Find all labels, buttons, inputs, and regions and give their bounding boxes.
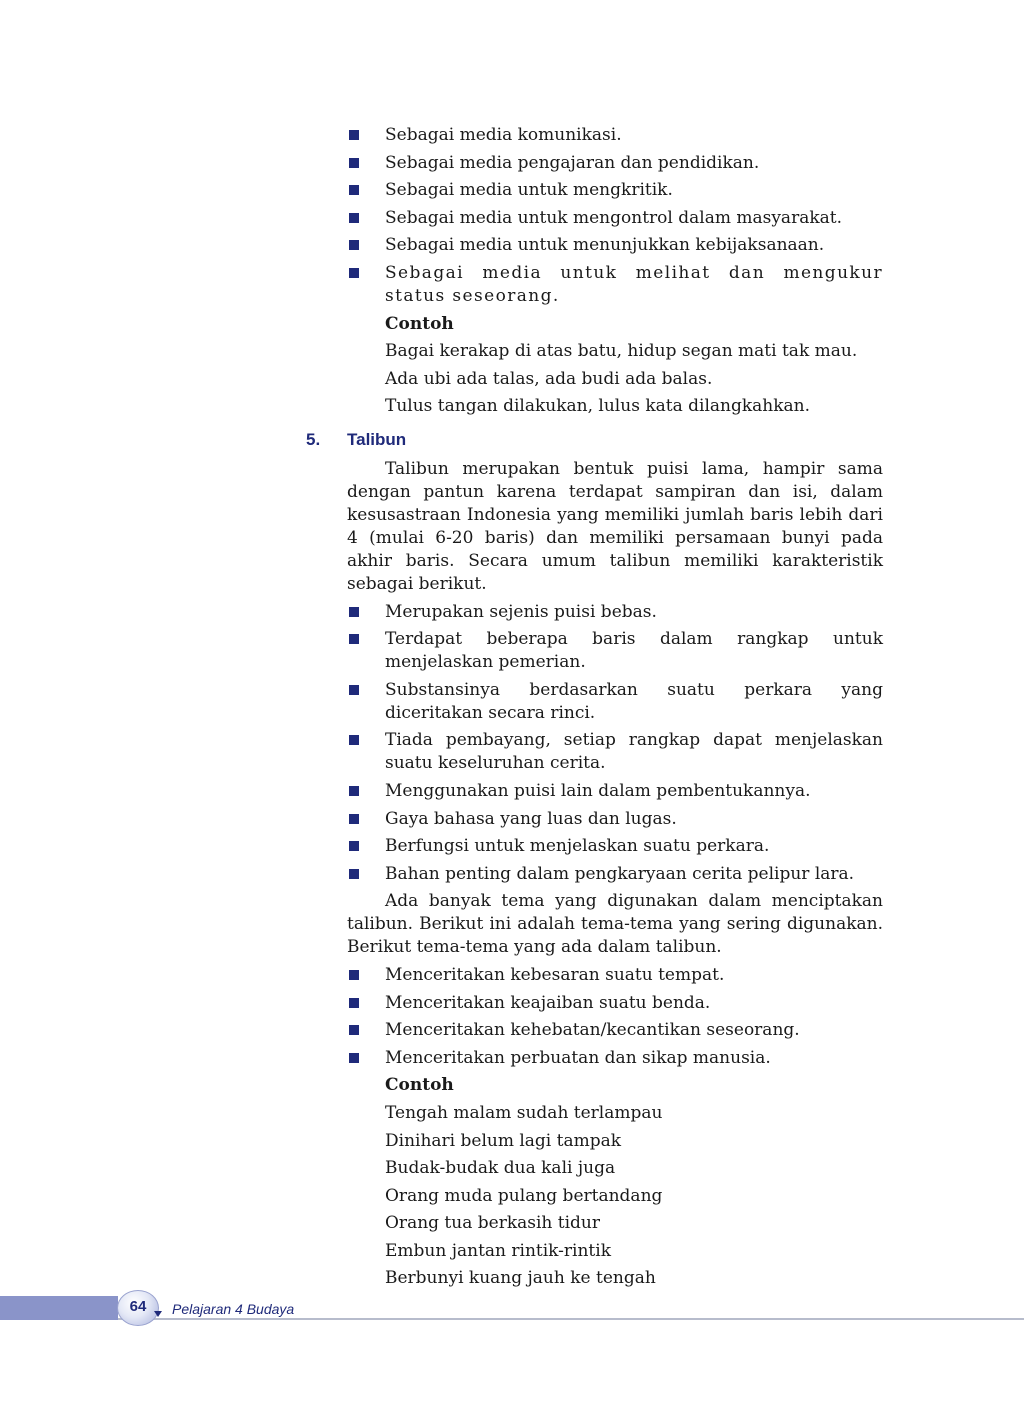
square-bullet-icon: [349, 814, 359, 824]
list-item: Berfungsi untuk menjelaskan suatu perkara.: [347, 835, 883, 858]
square-bullet-icon: [349, 158, 359, 168]
example-label: Contoh: [385, 1075, 454, 1096]
example-line: Embun jantan rintik-rintik: [385, 1240, 611, 1261]
example-line: Ada ubi ada talas, ada budi ada balas.: [385, 368, 713, 389]
list-item: Substansinya berdasarkan suatu perkara yang diceritakan secara rinci.: [347, 679, 883, 725]
square-bullet-icon: [349, 130, 359, 140]
list-item: Menceritakan kebesaran suatu tempat.: [347, 964, 883, 987]
section-title: Talibun: [347, 430, 407, 449]
section-number: 5.: [306, 430, 321, 449]
square-bullet-icon: [349, 841, 359, 851]
footer-chapter-title: Pelajaran 4 Budaya: [172, 1301, 295, 1317]
square-bullet-icon: [349, 268, 359, 278]
list-item: Sebagai media untuk menunjukkan kebijaksanaan.: [347, 234, 883, 257]
footer-rule: [0, 1318, 118, 1320]
top-block: [347, 124, 883, 423]
example-line: Berbunyi kuang jauh ke tengah: [385, 1268, 656, 1289]
square-bullet-icon: [349, 869, 359, 879]
square-bullet-icon: [349, 185, 359, 195]
square-bullet-icon: [349, 634, 359, 644]
example-label: Contoh: [385, 313, 454, 334]
square-bullet-icon: [349, 607, 359, 617]
example-line: Tengah malam sudah terlampau: [385, 1102, 663, 1123]
square-bullet-icon: [349, 1025, 359, 1035]
arrow-down-icon: [154, 1311, 162, 1317]
paragraph: Ada banyak tema yang digunakan dalam menciptakan talibun. Berikut ini adalah tema-tema yang sering digunakan. Berikut tema-tema yang ada dalam talibun.: [347, 891, 883, 958]
list-item: Sebagai media untuk melihat dan mengukur status seseorang.: [347, 262, 883, 308]
list-item: Tiada pembayang, setiap rangkap dapat menjelaskan suatu keseluruhan cerita.: [347, 729, 883, 775]
example-line: Orang tua berkasih tidur: [385, 1213, 600, 1234]
list-item: Sebagai media pengajaran dan pendidikan.: [347, 152, 883, 175]
footer-rule: [118, 1318, 1024, 1320]
square-bullet-icon: [349, 735, 359, 745]
list-item: Sebagai media komunikasi.: [347, 124, 883, 147]
list-item: Merupakan sejenis puisi bebas.: [347, 601, 883, 624]
paragraph: Talibun merupakan bentuk puisi lama, hampir sama dengan pantun karena terdapat sampiran dan isi, dalam kesusastraan Indonesia yang memiliki jumlah baris lebih dari 4 (mulai 6-20 baris) dan memiliki persamaan bunyi pada akhir baris. Secara umum talibun memiliki karakteristik sebagai berikut.: [347, 459, 883, 594]
square-bullet-icon: [349, 786, 359, 796]
example-line: Budak-budak dua kali juga: [385, 1158, 616, 1179]
list-item: Menceritakan perbuatan dan sikap manusia.: [347, 1047, 883, 1070]
list-item: Menggunakan puisi lain dalam pembentukannya.: [347, 780, 883, 803]
list-item: Sebagai media untuk mengkritik.: [347, 179, 883, 202]
list-item: Menceritakan kehebatan/kecantikan seseorang.: [347, 1019, 883, 1042]
list-item: Terdapat beberapa baris dalam rangkap untuk menjelaskan pemerian.: [347, 628, 883, 674]
square-bullet-icon: [349, 685, 359, 695]
section-body: [347, 458, 883, 1295]
page-number: 64: [117, 1290, 159, 1326]
square-bullet-icon: [349, 998, 359, 1008]
square-bullet-icon: [349, 970, 359, 980]
square-bullet-icon: [349, 240, 359, 250]
list-item: Menceritakan keajaiban suatu benda.: [347, 992, 883, 1015]
example-line: Orang muda pulang bertandang: [385, 1185, 663, 1206]
example-line: Dinihari belum lagi tampak: [385, 1130, 622, 1151]
section-heading: [306, 430, 866, 450]
square-bullet-icon: [349, 213, 359, 223]
footer-band: [0, 1296, 118, 1318]
list-item: Bahan penting dalam pengkaryaan cerita pelipur lara.: [347, 863, 883, 886]
example-line: Tulus tangan dilakukan, lulus kata dilangkahkan.: [385, 396, 811, 417]
example-line: Bagai kerakap di atas batu, hidup segan mati tak mau.: [385, 341, 858, 362]
list-item: Gaya bahasa yang luas dan lugas.: [347, 808, 883, 831]
list-item: Sebagai media untuk mengontrol dalam masyarakat.: [347, 207, 883, 230]
square-bullet-icon: [349, 1053, 359, 1063]
